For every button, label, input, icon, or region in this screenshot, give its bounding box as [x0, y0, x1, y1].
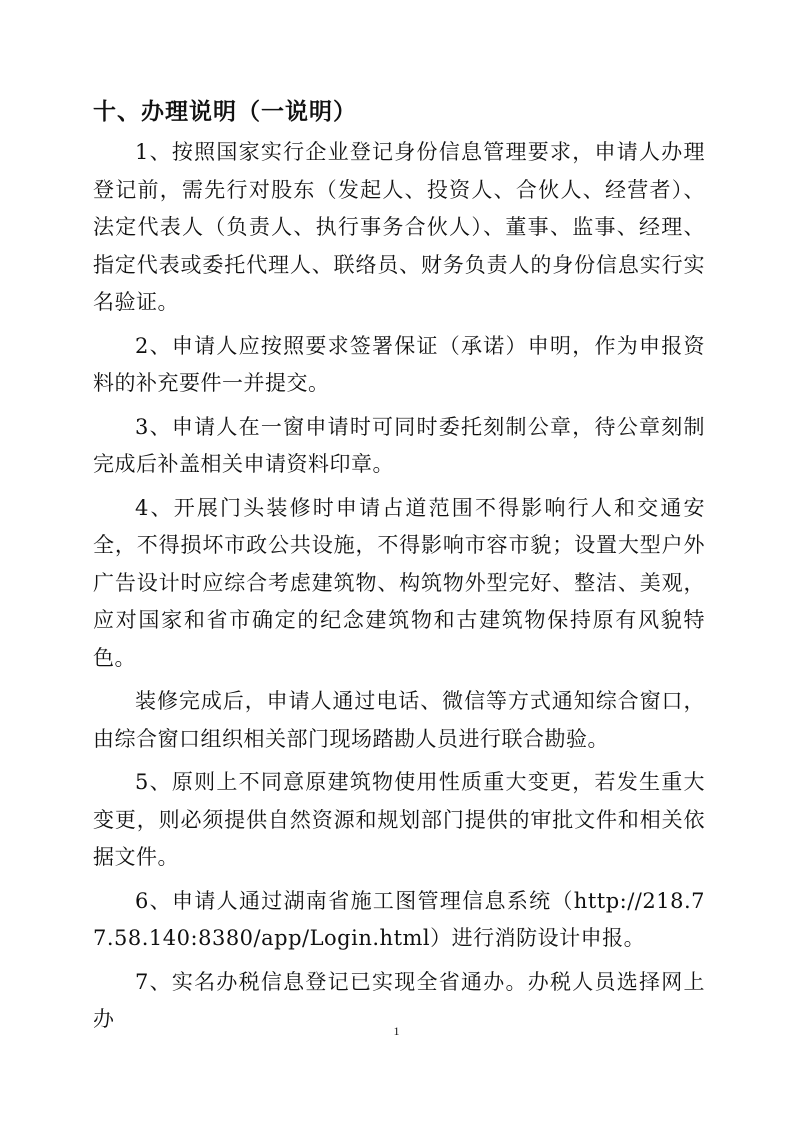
page-number: 1 [393, 1024, 400, 1038]
document-body [93, 134, 705, 1045]
paragraph-3: 3、申请人在一窗申请时可同时委托刻制公章，待公章刻制完成后补盖相关申请资料印章。 [93, 414, 705, 476]
paragraph-5: 5、原则上不同意原建筑物使用性质重大变更，若发生重大变更，则必须提供自然资源和规划部门提供的审批文件和相关依据文件。 [93, 770, 705, 869]
paragraph-2: 2、申请人应按照要求签署保证（承诺）申明，作为申报资料的补充要件一并提交。 [93, 333, 705, 395]
paragraph-4-continued: 装修完成后，申请人通过电话、微信等方式通知综合窗口，由综合窗口组织相关部门现场踏勘人员进行联合勘验。 [93, 689, 705, 751]
section-heading: 十、办理说明（一说明） [93, 99, 357, 125]
paragraph-7: 7、实名办税信息登记已实现全省通办。办税人员选择网上办 [93, 969, 705, 1031]
paragraph-6: 6、申请人通过湖南省施工图管理信息系统（http://218.77.58.140:8380/app/Login.html）进行消防设计申报。 [93, 888, 705, 950]
paragraph-1: 1、按照国家实行企业登记身份信息管理要求，申请人办理登记前，需先行对股东（发起人、投资人、合伙人、经营者）、法定代表人（负责人、执行事务合伙人）、董事、监事、经理、指定代表或委托代理人、联络员、财务负责人的身份信息实行实名验证。 [93, 140, 705, 314]
paragraph-4: 4、开展门头装修时申请占道范围不得影响行人和交通安全，不得损坏市政公共设施，不得影响市容市貌；设置大型户外广告设计时应综合考虑建筑物、构筑物外型完好、整洁、美观，应对国家和省市确定的纪念建筑物和古建筑物保持原有风貌特色。 [93, 495, 705, 670]
